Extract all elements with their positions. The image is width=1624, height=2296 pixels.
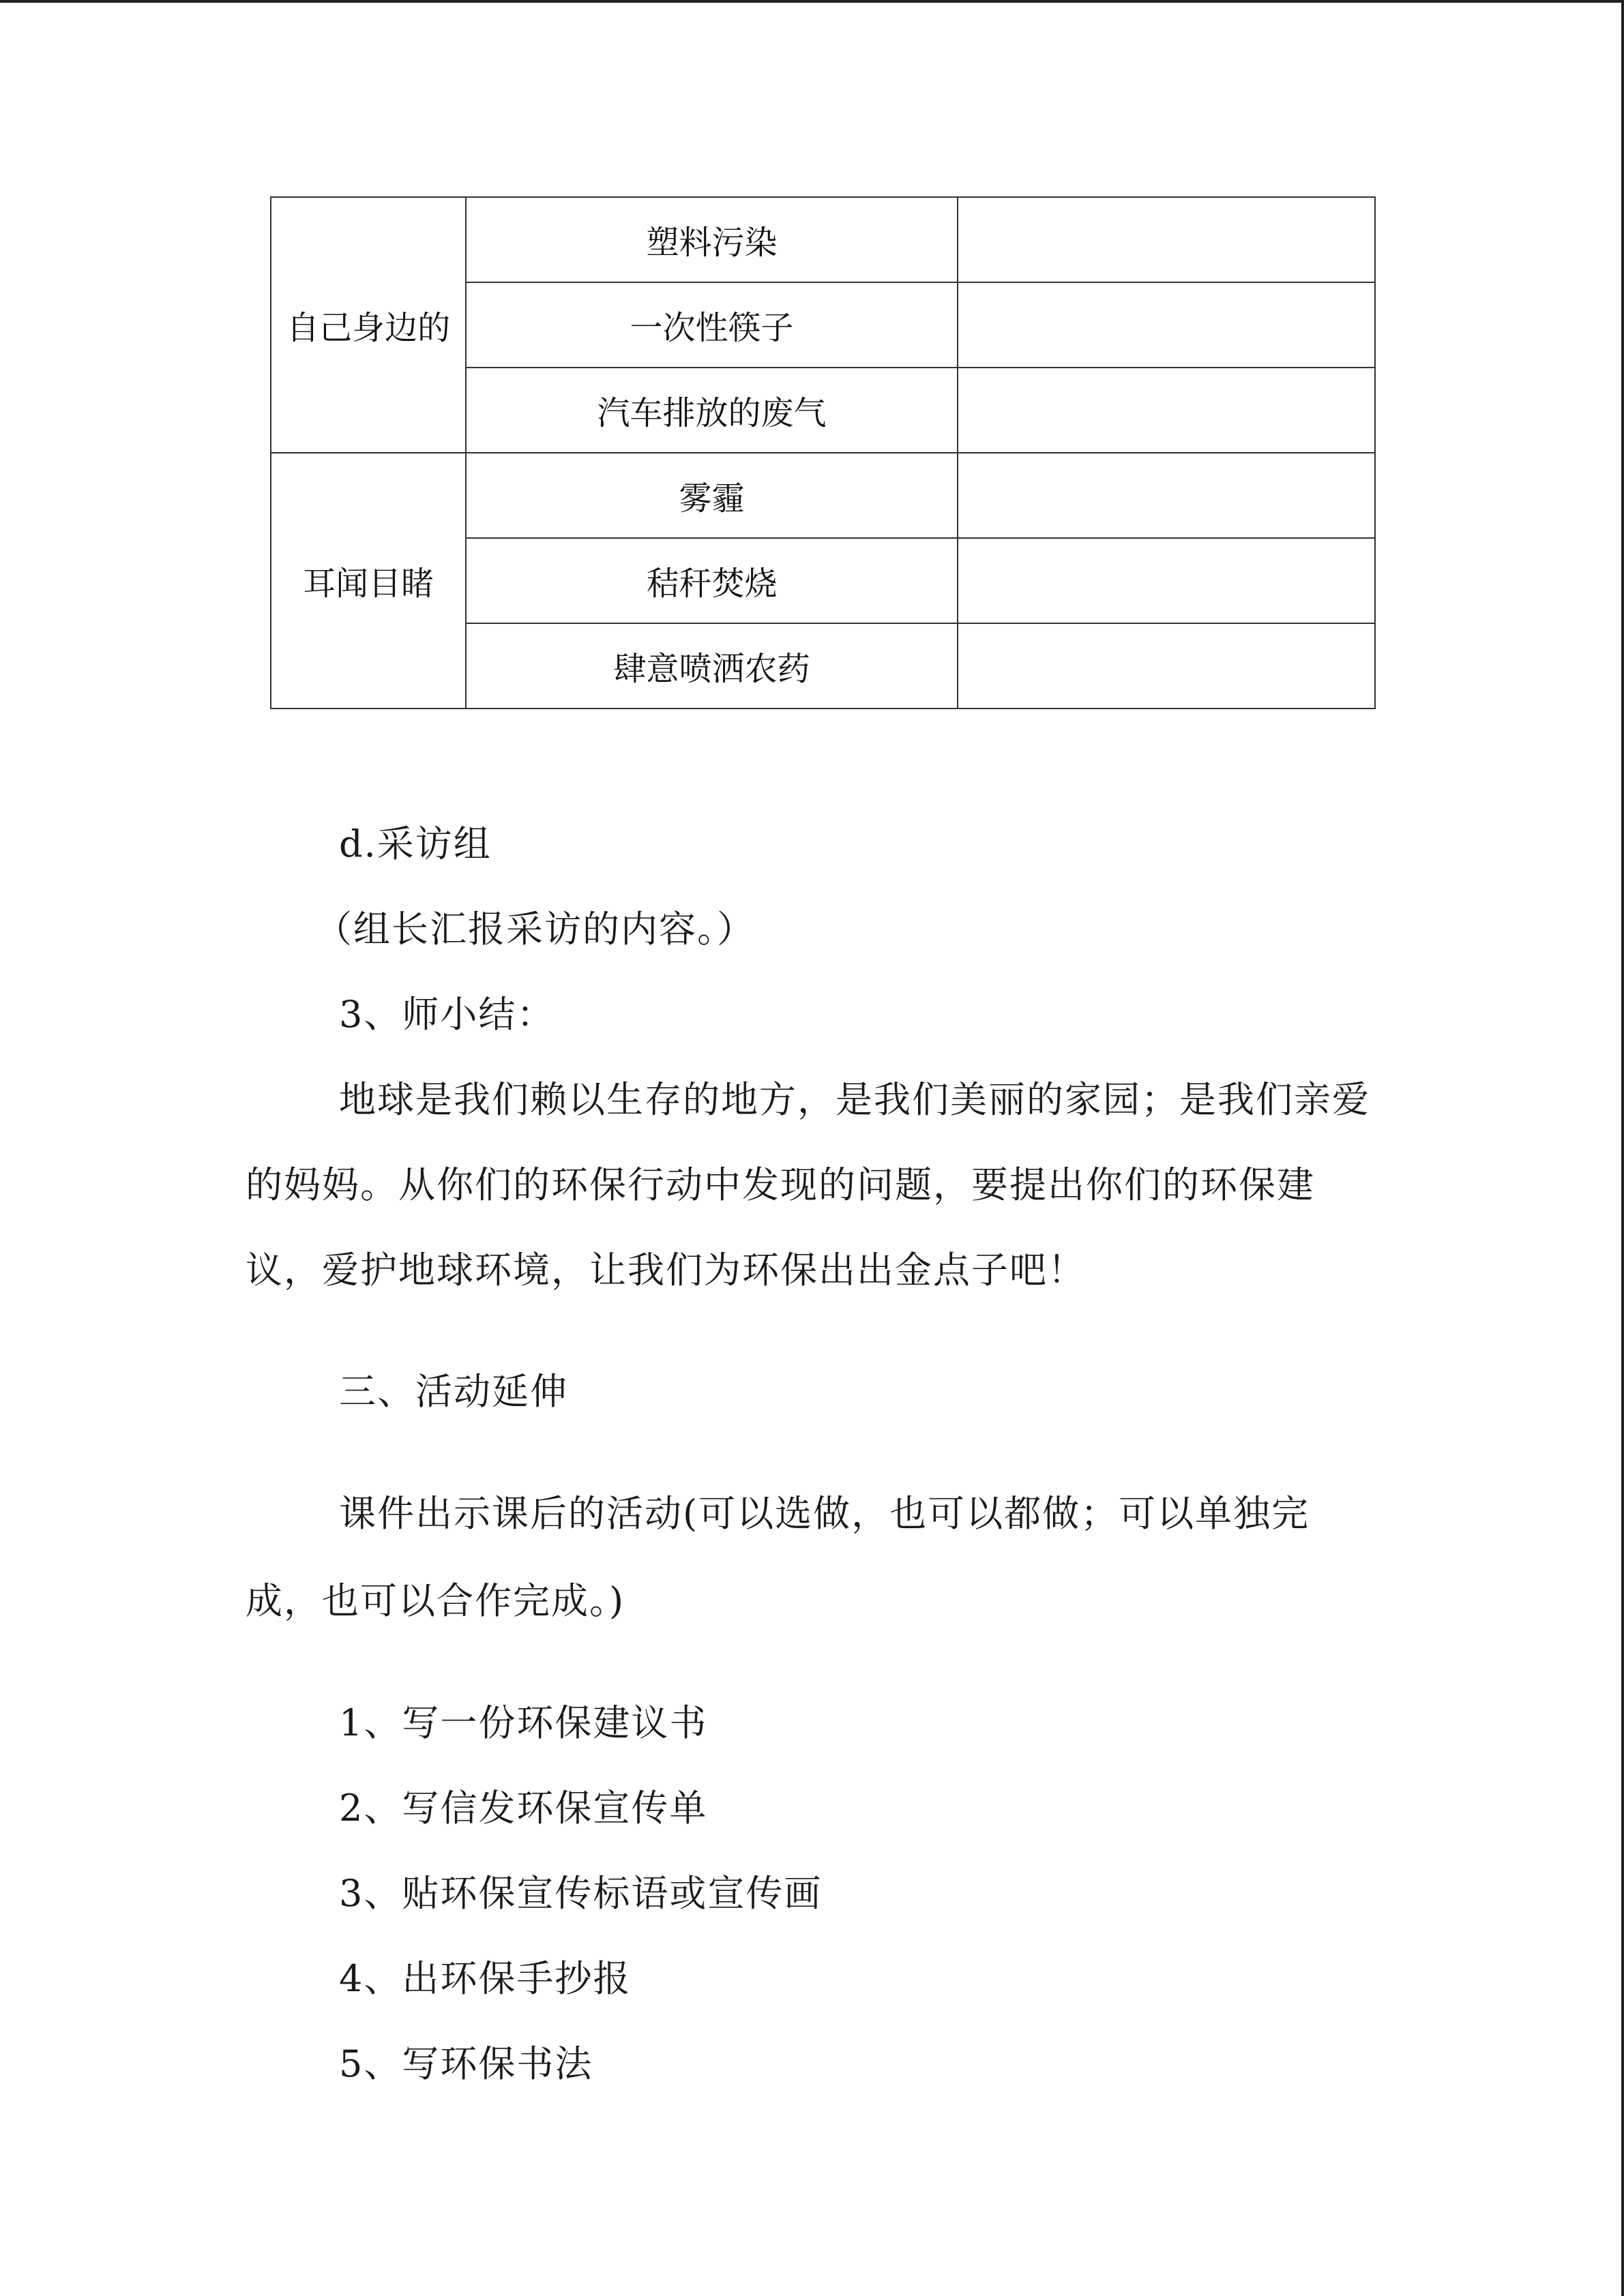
list-item: 3、贴环保宣传标语或宣传画 <box>339 1872 823 1915</box>
interview-note: （组长汇报采访的内容。） <box>315 908 755 951</box>
list-item: 1、写一份环保建议书 <box>339 1701 708 1744</box>
item-cell: 塑料污染 <box>466 197 957 282</box>
blank-cell <box>958 538 1375 623</box>
pollution-table <box>270 196 1376 709</box>
blank-cell <box>958 623 1375 709</box>
summary-paragraph-line: 议，爱护地球环境，让我们为环保出出金点子吧！ <box>246 1249 1086 1292</box>
item-cell: 汽车排放的废气 <box>466 368 957 453</box>
list-item: 5、写环保书法 <box>339 2042 593 2085</box>
activity-intro-line: 课件出示课后的活动(可以选做，也可以都做；可以单独完 <box>339 1492 1310 1535</box>
blank-cell <box>958 197 1375 282</box>
item-cell: 雾霾 <box>466 453 957 538</box>
table-row <box>271 453 1375 538</box>
summary-paragraph-line: 的妈妈。从你们的环保行动中发现的问题，要提出你们的环保建 <box>246 1163 1315 1206</box>
item-cell: 秸秆焚烧 <box>466 538 957 623</box>
item-cell: 肆意喷洒农药 <box>466 623 957 709</box>
item-cell: 一次性筷子 <box>466 282 957 368</box>
category-cell: 自己身边的 <box>271 197 466 453</box>
summary-heading: 3、师小结： <box>339 993 555 1036</box>
list-item: 2、写信发环保宣传单 <box>339 1787 708 1830</box>
category-cell: 耳闻目睹 <box>271 453 466 709</box>
section-heading-extension: 三、活动延伸 <box>339 1370 568 1413</box>
summary-paragraph-line: 地球是我们赖以生存的地方，是我们美丽的家园；是我们亲爱 <box>339 1078 1370 1121</box>
group-heading-interview: d.采访组 <box>339 822 492 865</box>
page-border-right <box>1621 0 1624 2296</box>
activity-intro-line: 成，也可以合作完成。) <box>246 1579 625 1622</box>
list-item: 4、出环保手抄报 <box>339 1957 632 2000</box>
page-border-top <box>0 0 1624 3</box>
blank-cell <box>958 368 1375 453</box>
blank-cell <box>958 282 1375 368</box>
table-row <box>271 197 1375 282</box>
blank-cell <box>958 453 1375 538</box>
